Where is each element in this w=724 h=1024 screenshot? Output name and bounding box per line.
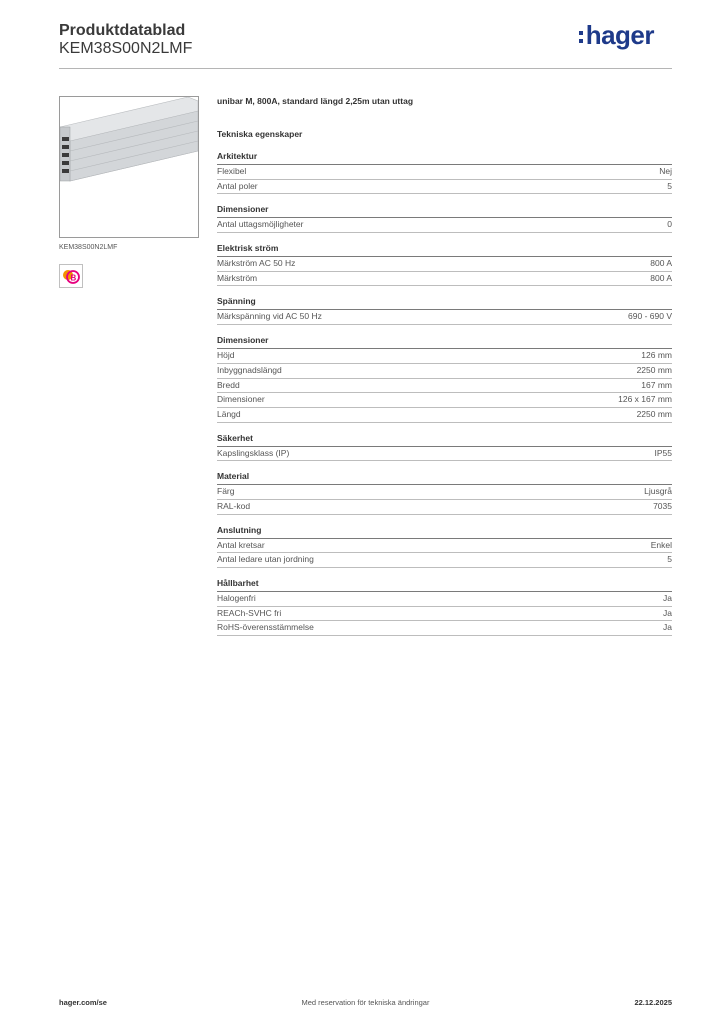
specifications [217,96,672,636]
spec-row [217,553,672,568]
spec-row [217,408,672,423]
spec-row [217,349,672,364]
spec-row [217,218,672,233]
section-title: Dimensioner [217,204,269,215]
spec-label: RoHS-överensstämmelse [217,622,314,633]
spec-label: Märkström AC 50 Hz [217,258,296,269]
spec-label: Längd [217,408,241,419]
spec-value: 167 mm [641,379,672,390]
spec-label: Höjd [217,350,235,361]
spec-value: 2250 mm [636,408,672,419]
spec-value: 2250 mm [636,364,672,375]
spec-label: Antal uttagsmöjligheter [217,219,304,230]
section-title: Elektrisk ström [217,243,279,254]
spec-value: Ja [663,607,672,618]
spec-section [217,151,672,194]
svg-text:B: B [70,273,77,283]
spec-value: Ja [663,593,672,603]
header-divider [59,68,672,69]
spec-row [217,272,672,287]
spec-section [217,335,672,422]
spec-label: Antal ledare utan jordning [217,554,314,565]
spec-section [217,471,672,514]
image-caption: KEM38S00N2LMF [59,244,118,251]
spec-value: Ja [663,622,672,633]
spec-label: Bredd [217,379,240,390]
spec-section [217,433,672,462]
spec-row [217,393,672,408]
section-title: Hållbarhet [217,578,259,588]
section-title: Arkitektur [217,151,258,161]
hager-logo [579,20,654,51]
footer-date: 22.12.2025 [634,998,672,1007]
page-header [59,22,672,70]
spec-row [217,447,672,462]
spec-label: Märkström [217,272,258,283]
spec-label: RAL-kod [217,500,251,511]
spec-value: 7035 [653,500,672,511]
document-title: Produktdatablad [59,22,186,39]
spec-value: Nej [659,166,672,176]
spec-row [217,500,672,515]
product-reference: KEM38S00N2LMF [59,40,193,57]
product-image [59,96,199,238]
section-title: Material [217,471,250,482]
spec-label: Antal kretsar [217,539,265,550]
section-title: Anslutning [217,524,262,535]
spec-value: 0 [667,219,672,230]
section-title: Säkerhet [217,432,253,443]
spec-value: Enkel [650,539,672,550]
spec-label: Halogenfri [217,593,256,603]
spec-section [217,296,672,325]
spec-row [217,539,672,554]
spec-value: 690 - 690 V [628,311,672,322]
section-title: Dimensioner [217,335,269,346]
spec-label: Färg [217,486,235,497]
spec-section [217,525,672,568]
spec-value: Ljusgrå [644,486,672,497]
spec-label: REACh-SVHC fri [217,607,282,618]
spec-row [217,592,672,607]
spec-label: Antal poler [217,180,258,191]
spec-label: Dimensioner [217,394,265,405]
logo-dots-icon [579,31,583,43]
spec-value: 800 A [650,258,672,269]
spec-row [217,364,672,379]
technical-properties-title: Tekniska egenskaper [217,129,303,139]
footer-disclaimer: Med reservation för tekniska ändringar [301,998,430,1007]
product-description: unibar M, 800A, standard längd 2,25m utan uttag [217,96,414,106]
footer-website[interactable]: hager.com/se [59,998,107,1007]
spec-section [217,578,672,636]
spec-sections [217,151,672,636]
spec-row [217,379,672,394]
spec-value: 126 mm [641,350,672,361]
spec-row [217,165,672,180]
spec-value: 800 A [650,272,672,283]
spec-row [217,485,672,500]
recycle-badge-icon [59,264,83,288]
spec-value: 5 [667,180,672,191]
spec-section [217,204,672,233]
logo-text: hager [585,20,654,50]
page-footer [59,998,672,1010]
spec-value: 5 [667,554,672,565]
spec-label: Kapslingsklass (IP) [217,447,290,458]
spec-row [217,310,672,325]
section-title: Spänning [217,296,256,307]
spec-label: Flexibel [217,166,247,176]
spec-value: IP55 [654,447,672,458]
spec-row [217,180,672,195]
spec-row [217,257,672,272]
spec-label: Inbyggnadslängd [217,364,282,375]
spec-row [217,607,672,622]
spec-label: Märkspänning vid AC 50 Hz [217,311,322,322]
spec-row [217,621,672,636]
busbar-illustration-icon [60,97,198,237]
spec-value: 126 x 167 mm [618,394,672,405]
spec-section [217,243,672,286]
